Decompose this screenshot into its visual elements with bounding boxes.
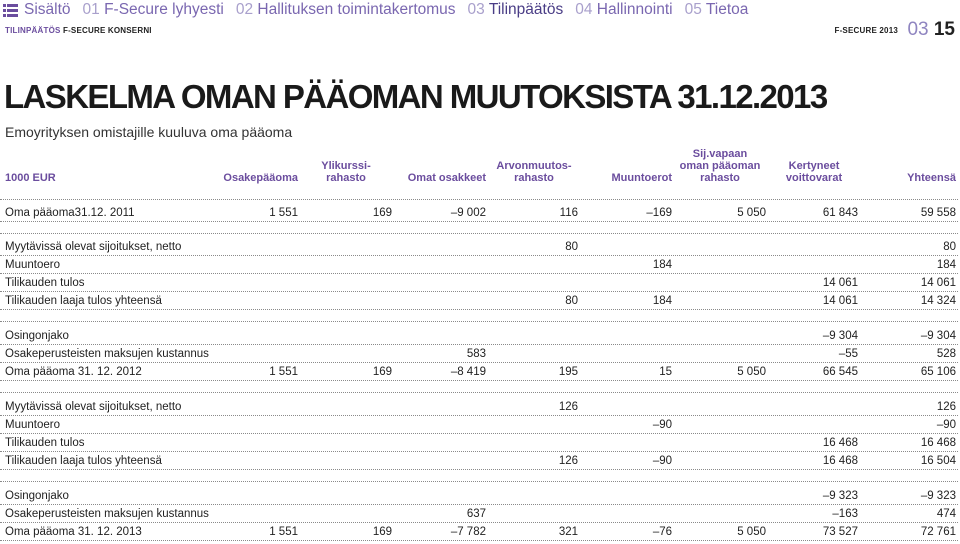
row-value: 184	[936, 259, 956, 271]
row-value: 126	[558, 401, 578, 413]
row-value: 474	[936, 508, 956, 520]
dotted-divider	[0, 481, 958, 482]
nav-item-02[interactable]	[236, 1, 456, 19]
row-value: –90	[936, 419, 956, 431]
row-value: –90	[652, 419, 672, 431]
row-value: 184	[652, 295, 672, 307]
nav-item-01[interactable]	[83, 1, 224, 19]
row-value: 59 558	[920, 207, 956, 219]
breadcrumb-section: TILINPÄÄTÖS	[5, 26, 61, 35]
dotted-divider	[0, 540, 958, 541]
row-value: 5 050	[737, 526, 766, 538]
dotted-divider	[0, 451, 958, 452]
dotted-divider	[0, 522, 958, 523]
dotted-divider	[0, 362, 958, 363]
column-header: Ylikurssi- rahasto	[321, 160, 371, 184]
dotted-divider	[0, 291, 958, 292]
row-value: 72 761	[920, 526, 956, 538]
dotted-divider	[0, 344, 958, 345]
row-value: 5 050	[737, 366, 766, 378]
nav-item-label: Hallinnointi	[596, 1, 673, 18]
row-value: 637	[466, 508, 486, 520]
column-header: 1000 EUR	[5, 172, 56, 184]
column-header: Kertyneet voittovarat	[785, 160, 843, 184]
nav-item-label: F-Secure lyhyesti	[104, 1, 224, 18]
dotted-divider	[0, 273, 958, 274]
nav-items	[24, 1, 748, 19]
row-label: Muuntoero	[5, 419, 60, 431]
row-value: 80	[943, 241, 956, 253]
row-value: 14 061	[822, 277, 858, 289]
page-subtitle: Emoyrityksen omistajille kuuluva oma pääoma	[5, 124, 293, 140]
row-value: 16 504	[920, 455, 956, 467]
row-value: –76	[652, 526, 672, 538]
dotted-divider	[0, 504, 958, 505]
row-value: 15	[659, 366, 672, 378]
nav-item-05[interactable]	[685, 1, 749, 19]
row-value: –55	[838, 348, 858, 360]
dotted-divider	[0, 255, 958, 256]
row-label: Osakeperusteisten maksujen kustannus	[5, 348, 209, 360]
row-value: –9 323	[822, 490, 858, 502]
row-value: 1 551	[269, 207, 298, 219]
row-value: 5 050	[737, 207, 766, 219]
report-name: F-SECURE 2013	[834, 26, 898, 35]
nav-item-number: 02	[235, 1, 258, 18]
nav-item-label: Hallituksen toimintakertomus	[257, 1, 456, 18]
nav-item-label: Sisältö	[24, 1, 71, 18]
row-value: –169	[646, 207, 672, 219]
dotted-divider	[0, 321, 958, 322]
row-value: –9 304	[822, 330, 858, 342]
dotted-divider	[0, 309, 958, 310]
row-value: 61 843	[822, 207, 858, 219]
row-label: Osakeperusteisten maksujen kustannus	[5, 508, 209, 520]
column-header: Yhteensä	[907, 172, 956, 184]
row-value: 126	[936, 401, 956, 413]
row-value: 16 468	[822, 437, 858, 449]
row-label: Oma pääoma 31. 12. 2013	[5, 526, 142, 538]
row-label: Osingonjako	[5, 490, 69, 502]
row-value: –9 304	[920, 330, 956, 342]
dotted-divider	[0, 433, 958, 434]
page-section-number: 03	[907, 19, 929, 40]
dotted-divider	[0, 415, 958, 416]
row-label: Osingonjako	[5, 330, 69, 342]
row-label: Oma pääoma31.12. 2011	[5, 207, 135, 219]
page-number	[907, 19, 955, 41]
nav-item-number: 05	[684, 1, 706, 18]
row-label: Tilikauden laaja tulos yhteensä	[5, 295, 162, 307]
row-value: –163	[832, 508, 858, 520]
row-value: 73 527	[822, 526, 858, 538]
row-value: 184	[652, 259, 672, 271]
row-value: 80	[565, 241, 578, 253]
column-header: Arvonmuutos- rahasto	[496, 160, 572, 184]
row-value: –7 782	[450, 526, 486, 538]
row-value: 195	[558, 366, 578, 378]
row-value: 14 061	[920, 277, 956, 289]
row-value: 169	[372, 526, 392, 538]
dotted-divider	[0, 469, 958, 470]
row-value: –9 002	[450, 207, 486, 219]
nav-item-number: 03	[467, 1, 489, 18]
row-label: Tilikauden tulos	[5, 277, 85, 289]
column-header: Muuntoerot	[611, 172, 672, 184]
dotted-divider	[0, 380, 958, 381]
row-value: –90	[652, 455, 672, 467]
column-header: Osakepääoma	[223, 172, 298, 184]
section-breadcrumb	[5, 26, 152, 35]
dotted-divider	[0, 221, 958, 222]
row-value: 14 061	[822, 295, 858, 307]
row-label: Tilikauden tulos	[5, 437, 85, 449]
nav-item-03[interactable]	[468, 1, 564, 19]
row-value: 16 468	[822, 455, 858, 467]
row-label: Muuntoero	[5, 259, 60, 271]
row-value: 1 551	[269, 366, 298, 378]
nav-item-label: Tilinpäätös	[488, 1, 564, 18]
nav-item-contents[interactable]	[24, 1, 71, 19]
row-value: –9 323	[920, 490, 956, 502]
dotted-divider	[0, 233, 958, 234]
page-title: LASKELMA OMAN PÄÄOMAN MUUTOKSISTA 31.12.2013	[4, 78, 827, 115]
row-label: Myytävissä olevat sijoitukset, netto	[5, 241, 182, 253]
row-value: 66 545	[822, 366, 858, 378]
row-value: 14 324	[920, 295, 956, 307]
row-label: Myytävissä olevat sijoitukset, netto	[5, 401, 182, 413]
row-value: –8 419	[450, 366, 486, 378]
row-value: 16 468	[920, 437, 956, 449]
row-value: 169	[372, 207, 392, 219]
row-value: 583	[466, 348, 486, 360]
dotted-divider	[0, 392, 958, 393]
row-value: 65 106	[920, 366, 956, 378]
row-value: 1 551	[269, 526, 298, 538]
breadcrumb-company: F-SECURE KONSERNI	[62, 26, 152, 35]
nav-item-number: 01	[82, 1, 105, 18]
row-value: 80	[565, 295, 578, 307]
top-navigation	[0, 0, 960, 22]
nav-item-04[interactable]	[575, 1, 672, 19]
dotted-divider	[0, 199, 958, 200]
row-value: 126	[558, 455, 578, 467]
row-label: Oma pääoma 31. 12. 2012	[5, 366, 142, 378]
row-label: Tilikauden laaja tulos yhteensä	[5, 455, 162, 467]
row-value: 169	[372, 366, 392, 378]
menu-icon[interactable]	[3, 4, 18, 17]
row-value: 528	[936, 348, 956, 360]
nav-item-label: Tietoa	[705, 1, 749, 18]
row-value: 116	[559, 207, 578, 219]
column-header: Sij.vapaan oman pääoman rahasto	[679, 148, 761, 184]
nav-item-number: 04	[575, 1, 597, 18]
row-value: 321	[558, 526, 578, 538]
page-number-value: 15	[933, 19, 955, 40]
column-header: Omat osakkeet	[407, 172, 486, 184]
